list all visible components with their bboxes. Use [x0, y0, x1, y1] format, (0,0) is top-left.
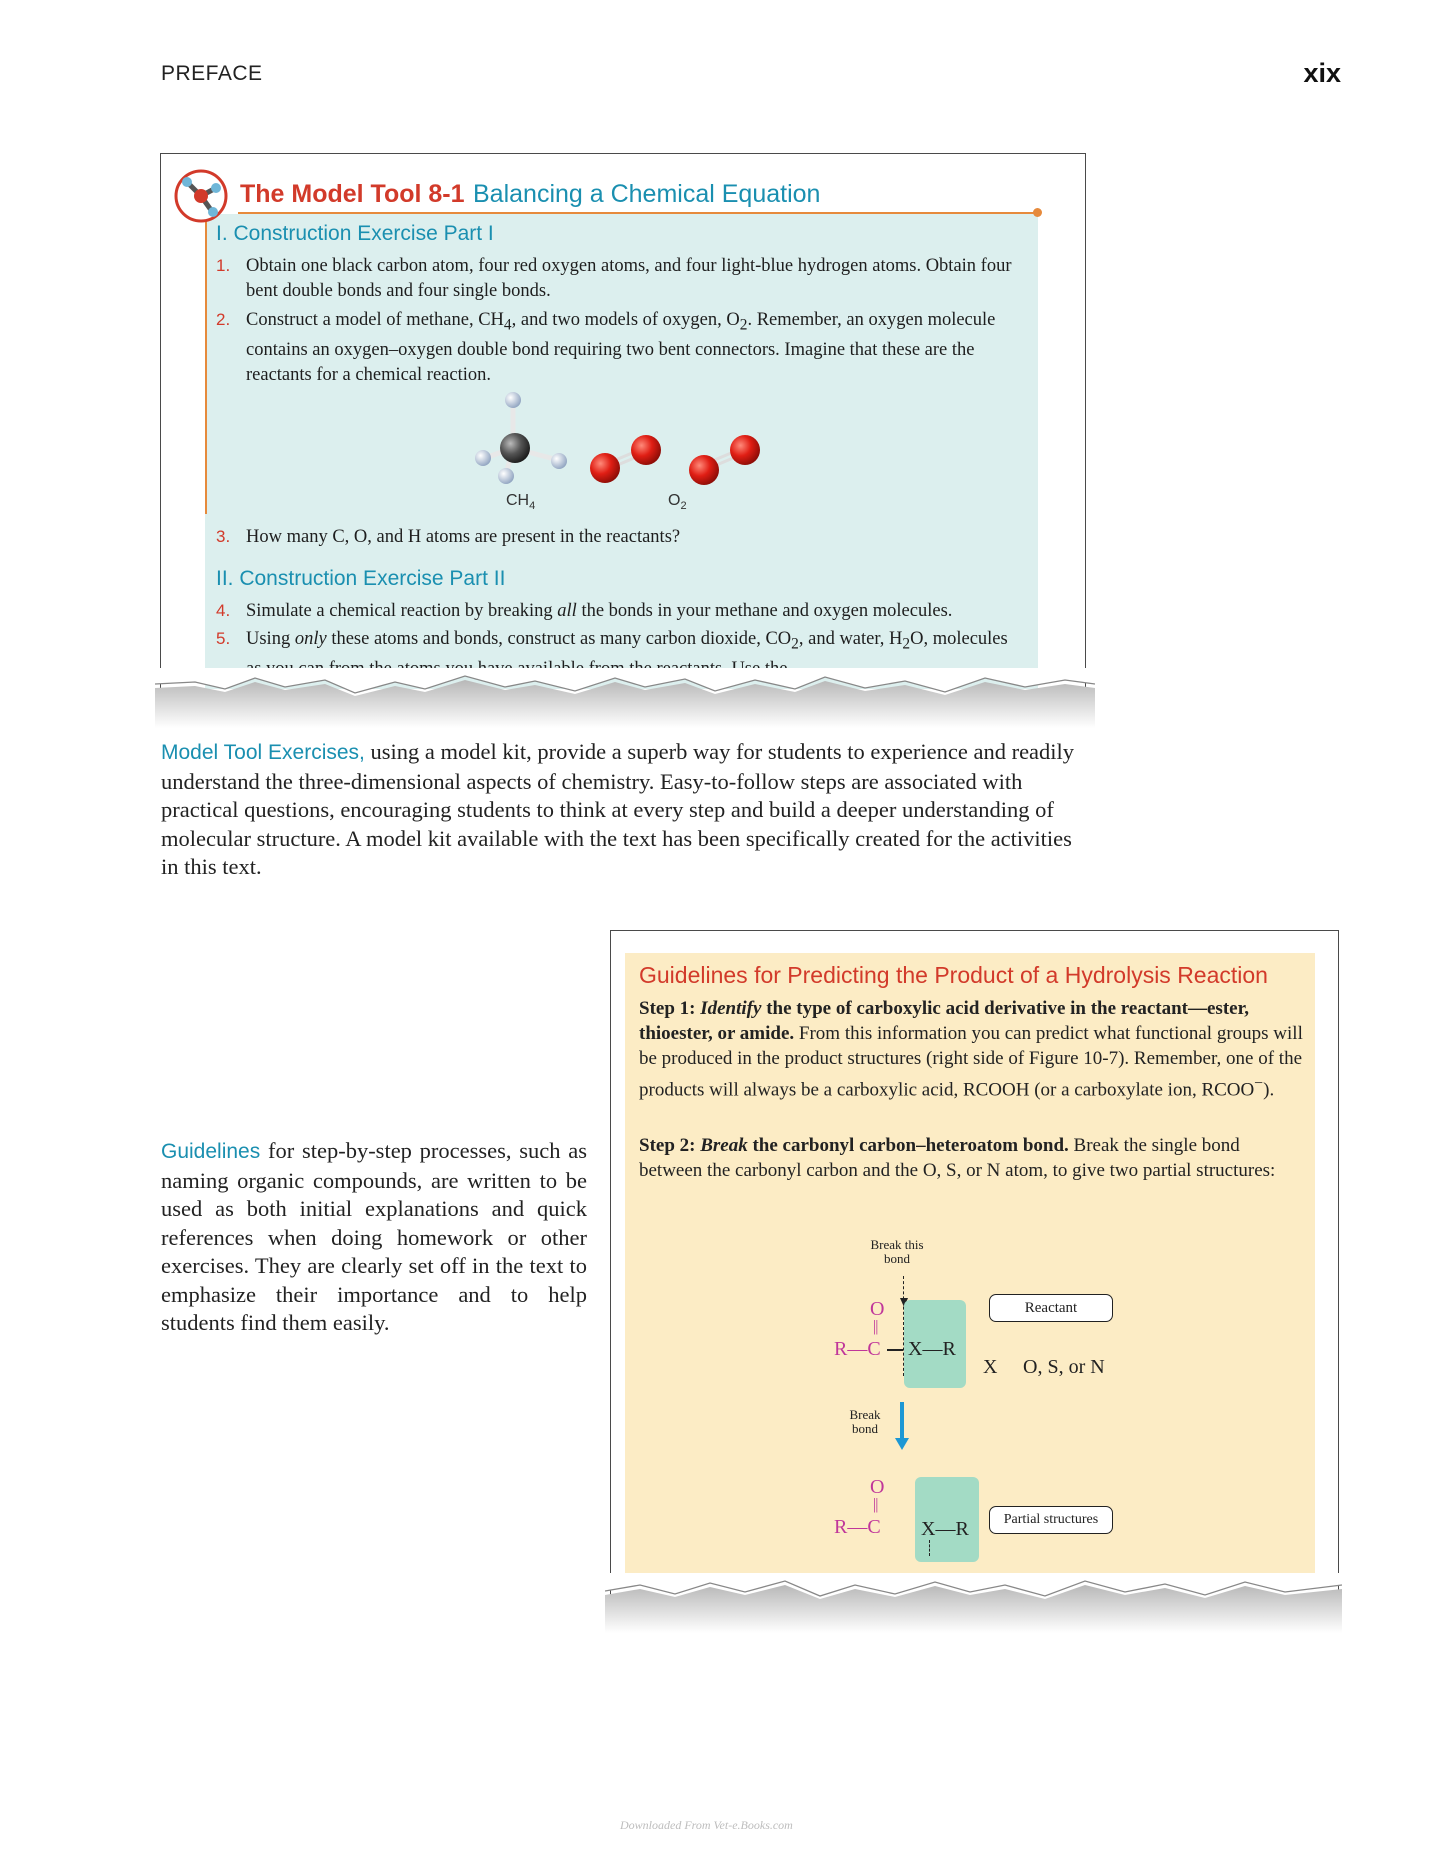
caption-text: for step-by-step processes, such as naming organic compounds, are written to be used as both initial explanations and quick references when doing homework or other exercises. They are clearly set off in the text to emphasize their importance and to help students find them easily. — [161, 1138, 587, 1335]
leaving-group: X—R — [908, 1338, 956, 1360]
acyl-fragment: R—C — [834, 1516, 881, 1538]
caption-lead: Model Tool Exercises, — [161, 741, 365, 764]
molecule-model-icon — [173, 168, 229, 229]
partial-structures-label: Partial structures — [989, 1506, 1113, 1534]
step-number: 5. — [216, 629, 231, 648]
step-text: Using only these atoms and bonds, construct as many carbon dioxide, $CO_2$, and water, $H_2O$, molecules — [246, 629, 1008, 653]
methane-label: $CH_4$ — [506, 492, 536, 513]
guidelines-title: Guidelines for Predicting the Product of a Hydrolysis Reaction — [639, 962, 1268, 988]
model-tool-rule-left — [205, 214, 207, 514]
step-4 — [216, 599, 1026, 624]
page-number: xix — [1303, 58, 1341, 88]
step-2 — [216, 308, 1026, 387]
bond-line — [887, 1349, 903, 1351]
acyl-group: R—C — [834, 1338, 881, 1360]
step-3 — [216, 525, 1026, 550]
break-this-bond-label: Break this bond — [870, 1237, 924, 1266]
model-tool-title: The Model Tool 8-1 — [240, 180, 465, 208]
break-bond-label: Break bond — [849, 1407, 881, 1436]
step-text: Simulate a chemical reaction by breaking all the bonds in your methane and oxygen molecules. — [246, 601, 953, 621]
guidelines-caption — [161, 1137, 587, 1338]
model-tool-rule-top — [238, 212, 1038, 214]
guidelines-step-2: Step 2: Break the carbonyl carbon–heteroatom bond. Break the single bond between the carbonyl carbon and the O, S, or N atom, to give two partial structures: — [639, 1135, 1276, 1181]
step-1 — [216, 254, 1026, 303]
caption-lead: Guidelines — [161, 1140, 261, 1163]
step-number: 4. — [216, 601, 231, 620]
step-text: How many C, O, and H atoms are present in the reactants? — [246, 527, 681, 547]
heteroatom-fragment: X—R — [921, 1518, 969, 1540]
step-number: 2. — [216, 310, 231, 329]
reaction-arrow-icon — [895, 1402, 909, 1457]
guidelines-step-1: Step 1: Identify the type of carboxylic acid derivative in the reactant—ester, thioester, or amide. From this information you can predict what functional groups will be produced in the product structures (right side of Figure 10-7). Remember, one of the products will always be a carboxylic acid, RCOOH (or a carboxylate ion, RCOO−). — [639, 998, 1303, 1101]
model-tool-caption — [161, 738, 1081, 882]
carbonyl-oxygen: O — [870, 1298, 885, 1320]
section-heading-part-1: I. Construction Exercise Part I — [216, 222, 494, 245]
torn-paper-edge — [155, 668, 1095, 733]
methane-model-illustration — [470, 392, 580, 497]
footer-watermark: Downloaded From Vet-e.Books.com — [620, 1818, 793, 1832]
model-tool-rule-dot — [1033, 208, 1042, 217]
step-text: Construct a model of methane, $CH_4$, and two models of oxygen, $O_2$. Remember, an oxygen molecule contains an oxygen–oxygen double bond requiring two bent connectors. Imagine that these are the reactants for a chemical reaction. — [246, 310, 996, 385]
double-bond: || — [873, 1318, 878, 1335]
caption-text: using a model kit, provide a superb way for students to experience and readily understand the three-dimensional aspects of chemistry. Easy-to-follow steps are associated with practical questions, encouraging students to think at every step and build a deeper understanding of molecular structure. A model kit available with the text has been specifically created for the activities in this text. — [161, 739, 1075, 879]
running-head: PREFACE — [161, 62, 263, 85]
section-heading-part-2: II. Construction Exercise Part II — [216, 567, 506, 590]
oxygen-label: $O_2$ — [668, 492, 687, 513]
model-tool-subtitle: Balancing a Chemical Equation — [473, 180, 821, 208]
oxygen-model-illustration — [586, 426, 776, 501]
double-bond: || — [873, 1496, 878, 1513]
carbonyl-oxygen: O — [870, 1476, 885, 1498]
torn-paper-edge — [605, 1573, 1342, 1638]
x-definition: O, S, or N — [1023, 1356, 1105, 1378]
reactant-label: Reactant — [989, 1294, 1113, 1322]
step-text: Obtain one black carbon atom, four red oxygen atoms, and four light-blue hydrogen atoms. Obtain four bent double bonds and four single bonds. — [246, 256, 1012, 301]
step-number: 3. — [216, 527, 231, 546]
step-number: 1. — [216, 256, 231, 275]
x-symbol: X — [983, 1356, 998, 1378]
fragment-cut-mark — [929, 1540, 930, 1556]
